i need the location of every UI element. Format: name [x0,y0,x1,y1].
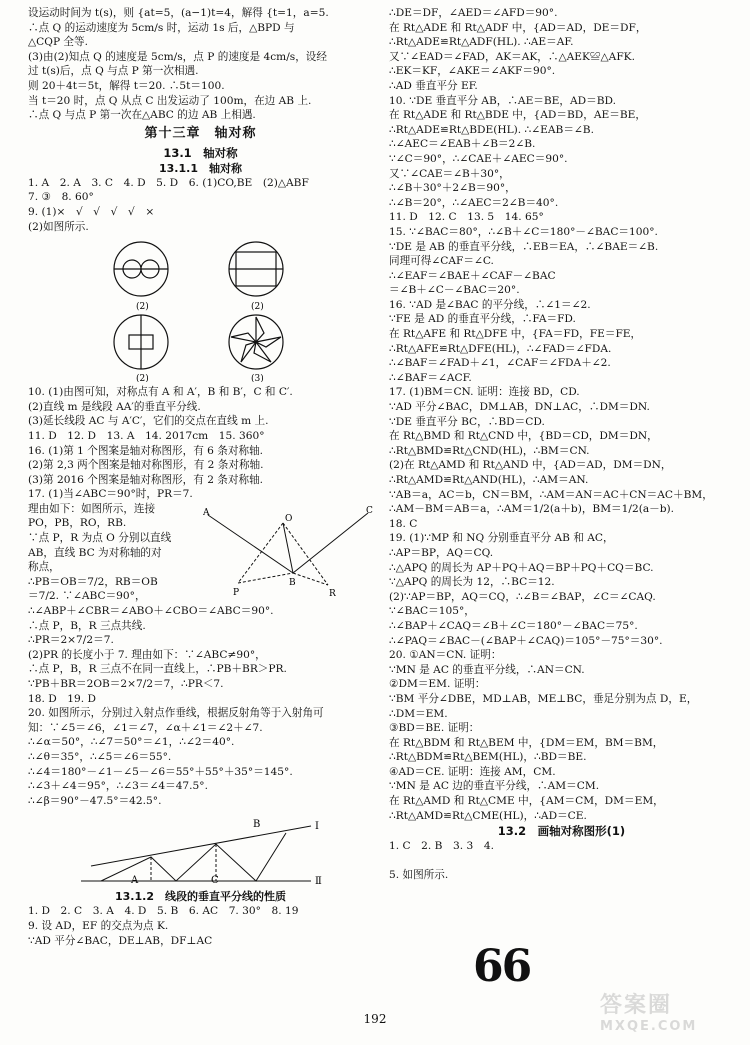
text-line: ∴点 P，B，R 三点共线. [28,619,146,632]
text-line: ∴DE＝DF，∠AED＝∠AFD＝90°. [389,7,558,19]
text-line: 18. C [389,517,418,530]
fig17-label-a: A [203,508,210,519]
chapter-title: 第十三章 轴对称 [144,125,257,141]
text-line: ②DM＝EM. 证明： [389,678,486,691]
fig17-label-b: B [289,578,296,589]
text-line: (3)第 2016 个图案是轴对称图形，有 2 条对称轴. [28,473,264,486]
text-line: 16. ∵AD 是∠BAC 的平分线，∴∠1＝∠2. [389,298,591,311]
right-column [389,6,734,882]
watermark-line-1: 答案圈 [600,993,673,1018]
fig20-label-c: C [210,875,219,887]
text-line: ∴∠PAQ＝∠BAC－(∠BAP＋∠CAQ)＝105°－75°＝30°. [389,634,663,647]
text-line: ∴∠ABP＋∠CBR＝∠ABO＋∠CBO＝∠ABC＝90°. [28,605,274,618]
text-line: 在 Rt△BDM 和 Rt△BEM 中，{DM＝EM，BM＝BM， [389,736,664,749]
text-line: 17. (1)当∠ABC＝90°时，PR＝7. [28,488,193,501]
text-line: 18. D 19. D [28,692,97,705]
watermark-line-2: MXQE.COM [600,1019,698,1034]
text-line: 理由如下：如图所示，连接 [28,502,156,515]
text-line: ∴∠B＋30°＋2∠B＝90°， [389,182,516,195]
text-line: ∵FE 是 AD 的垂直平分线，∴FA＝FD. [389,313,576,326]
fig17-label-o: O [285,514,293,525]
symmetry-figures [86,237,316,382]
text-line: ＝∠B＋∠C－∠BAC＝20°. [389,284,520,297]
text-line: ∵MN 是 AC 边的垂直平分线，∴AM＝CM. [389,780,600,793]
text-line: ∴点 Q 的运动速度为 5cm/s 时，运动 1s 后，△BPD 与 [28,21,295,34]
text-line: ∴Rt△BMD≌Rt△CND(HL)，∴BM＝CN. [389,444,590,457]
fig17-label-p: P [233,588,240,599]
overlay-digits: 66 [473,941,531,992]
section-title-13-2: 13.2 画轴对称图形(1) [497,824,626,839]
left-column [28,6,373,948]
text-line: AB，直线 BC 为对称轴的对 [28,546,162,559]
text-line: (2)如图所示. [28,220,89,233]
fig-caption-2: (2) [250,302,264,313]
text-line: (3)延长线段 AC 与 A′C′，它们的交点在直线 m 上. [28,415,269,428]
text-line: 过 t(s)后，点 Q 与点 P 第一次相遇. [28,65,199,78]
text-line: ∴∠3＋∠4＝95°，∴∠3＝∠4＝47.5°. [28,780,208,793]
text-line: 19. (1)∵MP 和 NQ 分别垂直平分 AB 和 AC， [389,532,614,545]
text-line: ∴∠α＝50°，∴∠7＝50°＝∠1，∴∠2＝40°. [28,736,235,749]
text-line: 9. 设 AD，EF 的交点为点 K. [28,919,169,932]
text-line: ∴Rt△ADE≌Rt△ADF(HL). ∴AE＝AF. [389,36,574,49]
text-line: 在 Rt△ADE 和 Rt△BDE 中，{AD＝BD，AE＝BE， [389,109,646,122]
text-line: 7. ③ 8. 60° [28,191,94,204]
text-line: ＝7/2. ∵∠ABC＝90°， [28,590,146,603]
text-line: ∴Rt△BDM≌Rt△BEM(HL)，∴BD＝BE. [389,751,587,764]
text-line: ∴Rt△AMD≌Rt△AND(HL)，∴AM＝AN. [389,474,589,486]
text-line: 在 Rt△AMD 和 Rt△CME 中，{AM＝CM，DM＝EM， [389,795,664,808]
text-line: ∴∠BAP＋∠CAQ＝∠B＋∠C＝180°－∠BAC＝75°. [389,619,638,632]
text-line: ∵DE 垂直平分 BC，∴BD＝CD. [389,415,545,428]
fig-caption-4: (3) [250,374,264,383]
answers-13-2: 1. C 2. B 3. 3 4. [389,840,494,853]
text-line: 又∵∠EAD＝∠FAD，AK＝AK，∴△AEK≌△AFK. [389,50,635,63]
text-line: (2)∵AP＝BP，AQ＝CQ，∴∠B＝∠BAP，∠C＝∠CAQ. [389,590,656,603]
text-line: ③BD＝BE. 证明： [389,722,480,735]
subsection-title-13-1-2: 13.1.2 线段的垂直平分线的性质 [115,890,286,904]
text-line: ∴∠BAF＝∠ACF. [389,371,472,384]
text-line: ∴∠β＝90°－47.5°＝42.5°. [28,794,162,807]
text-line: ∵AB＝a，AC＝b，CN＝BM，∴AM＝AN＝AC＋CN＝AC＋BM， [389,488,713,501]
answers-13-1-2 [28,904,373,948]
text-line: ∴Rt△AFE≌Rt△DFE(HL)，∴∠FAD＝∠FDA. [389,342,612,355]
text-line: ∴∠θ＝35°，∴∠5＝∠6＝55°. [28,750,172,763]
text-line: ∵∠C＝90°，∴∠CAE＋∠AEC＝90°. [389,152,568,165]
text-line: ∴△APQ 的周长为 AP＋PQ＋AQ＝BP＋PQ＋CQ＝BC. [389,561,654,574]
text-line: (2)PR 的长度小于 7. 理由如下：∵∠ABC≠90°， [28,648,266,661]
text-line: 10. ∵DE 垂直平分 AB，∴AE＝BE，AD＝BD. [389,94,617,107]
text-line: 1. A 2. A 3. C 4. D 5. D 6. (1)CO,BE (2)△ABF [28,176,309,189]
answers-middle [28,385,373,808]
text-line: ∴∠BAF＝∠FAD＋∠1，∠CAF＝∠FDA＋∠2. [389,357,611,370]
fold-figure [203,503,373,598]
text-line: (2)直线 m 是线段 AA′的垂直平分线. [28,400,201,413]
text-line: 同理可得∠CAF＝∠C. [389,255,494,268]
fig17-label-r: R [329,589,336,599]
subsection-title-13-1-1: 13.1.1 轴对称 [159,161,242,175]
text-line: ∴DM＝EM. [389,707,448,720]
answers-13-1-1 [28,176,373,234]
text-line: ∵MN 是 AC 的垂直平分线，∴AN＝CN. [389,663,585,676]
text-line: ∴∠B＝20°，∴∠AEC＝2∠B＝40°. [389,196,559,209]
fig20-label-i: Ⅰ [314,821,319,833]
section-title-13-1: 13.1 轴对称 [163,145,238,160]
fig20-label-a: A [130,875,138,887]
text-line: 15. ∵∠BAC＝80°，∴∠B＋∠C＝180°－∠BAC＝100°. [389,225,658,238]
text-line: ∴PB＝OB＝7/2，RB＝OB [28,575,158,588]
fig20-label-ii: Ⅱ [314,876,322,887]
text-line: ∴EK＝KF，∠AKE＝∠AKF＝90°. [389,65,556,78]
text-line: 称点， [28,561,60,574]
text-line: 知：∵∠5＝∠6，∠1＝∠7，∠α＋∠1＝∠2＋∠7. [28,721,263,734]
text-line: △CQP 全等. [28,36,88,49]
fig-caption-3: (2) [135,374,149,383]
page-number: 192 [363,1012,387,1026]
text-line: 在 Rt△ADE 和 Rt△ADF 中，{AD＝AD，DE＝DF， [389,21,647,34]
text-line: 11. D 12. D 13. A 14. 2017cm 15. 360° [28,429,265,442]
watermark-logo [600,988,740,1038]
fig17-label-c: C [366,506,373,517]
text-line: ∴∠AEC＝∠EAB＋∠B＝2∠B. [389,138,536,151]
text-line: (2)第 2,3 两个图案是轴对称图形，有 2 条对称轴. [28,459,264,472]
reflection-figure [71,811,331,886]
text-line: ∴AP＝BP，AQ＝CQ. [389,546,494,559]
text-line: ∴AD 垂直平分 EF. [389,79,478,92]
text-line: 又∵∠CAE＝∠B＋30°， [389,167,510,180]
text-line: ∴Rt△AMD≌Rt△CME(HL)，∴AD＝CE. [389,809,587,822]
text-line: ∴AM－BM＝AB＝a，∴AM＝1/2(a＋b)，BM＝1/2(a－b). [389,503,675,516]
text-line: ∵BM 平分∠DBE，MD⊥AB，ME⊥BC，垂足分别为点 D，E， [389,692,698,705]
text-line: 当 t＝20 时，点 Q 从点 C 出发运动了 100m，在边 AB 上. [28,94,312,107]
text-line: 16. (1)第 1 个图案是轴对称图形，有 6 条对称轴. [28,444,264,457]
text-line: ∴Rt△ADE≌Rt△BDE(HL). ∴∠EAB＝∠B. [389,123,594,136]
left-top-text [28,6,373,123]
text-line: 1. D 2. C 3. A 4. D 5. B 6. AC 7. 30° 8. 19 [28,905,299,918]
text-line: ∵△APQ 的周长为 12，∴BC＝12. [389,576,555,589]
text-line: (2)在 Rt△AMD 和 Rt△AND 中，{AD＝AD，DM＝DN， [389,459,672,472]
text-line: 20. ①AN＝CN. 证明： [389,649,502,662]
text-line: 在 Rt△BMD 和 Rt△CND 中，{BD＝CD，DM＝DN， [389,430,658,443]
text-line: ∵AD 平分∠BAC，DE⊥AB，DF⊥AC [28,934,213,947]
text-line: 10. (1)由图可知，对称点有 A 和 A′，B 和 B′，C 和 C′. [28,386,293,399]
text-line: ∴点 Q 与点 P 第一次在△ABC 的边 AB 上相遇. [28,109,256,122]
fig-caption-1: (2) [135,302,149,313]
text-line: 设运动时间为 t(s)，则 {at=5，(a−1)t=4，解得 {t=1，a=5. [28,7,329,19]
text-line: ∵DE 是 AB 的垂直平分线，∴EB＝EA，∴∠BAE＝∠B. [389,240,659,253]
text-line: ④AD＝CE. 证明：连接 AM，CM. [389,765,556,778]
text-line: 则 20＋4t＝5t，解得 t＝20. ∴5t＝100. [28,79,225,92]
text-line: 11. D 12. C 13. 5 14. 65° [389,211,544,224]
fig20-label-b: B [252,819,260,831]
text-line: 在 Rt△AFE 和 Rt△DFE 中，{FA＝FD，FE＝FE， [389,328,642,341]
text-line: ∵AD 平分∠BAC，DM⊥AB，DN⊥AC，∴DM＝DN. [389,401,650,414]
text-line: 17. (1)BM＝CN. 证明：连接 BD，CD. [389,386,580,399]
text-line: ∴PR＝2×7/2＝7. [28,634,114,647]
text-line: 20. 如图所示，分别过入射点作垂线，根据反射角等于入射角可 [28,707,324,720]
text-line: (3)由(2)知点 Q 的速度是 5cm/s，点 P 的速度是 4cm/s，设经 [28,50,327,63]
text-line: ∵∠BAC＝105°， [389,605,475,618]
text-line: ∵点 P，R 为点 O 分别以直线 [28,532,172,545]
text-line: ∴点 P，B，R 三点不在同一直线上，∴PB＋BR＞PR. [28,663,287,676]
text-line: 9. (1)× √ √ √ √ × [28,205,155,218]
text-line: PO，PB，RO，RB. [28,517,127,530]
text-line: ∵PB＋BR＝2OB＝2×7/2＝7，∴PR＜7. [28,678,224,690]
text-line: ∴∠4＝180°－∠1－∠5－∠6＝55°＋55°＋35°＝145°. [28,765,293,778]
right-column-text [389,6,734,823]
text-line: ∴∠EAF＝∠BAE＋∠CAF－∠BAC [389,269,556,282]
answer-13-2-q5: 5. 如图所示. [389,868,449,881]
